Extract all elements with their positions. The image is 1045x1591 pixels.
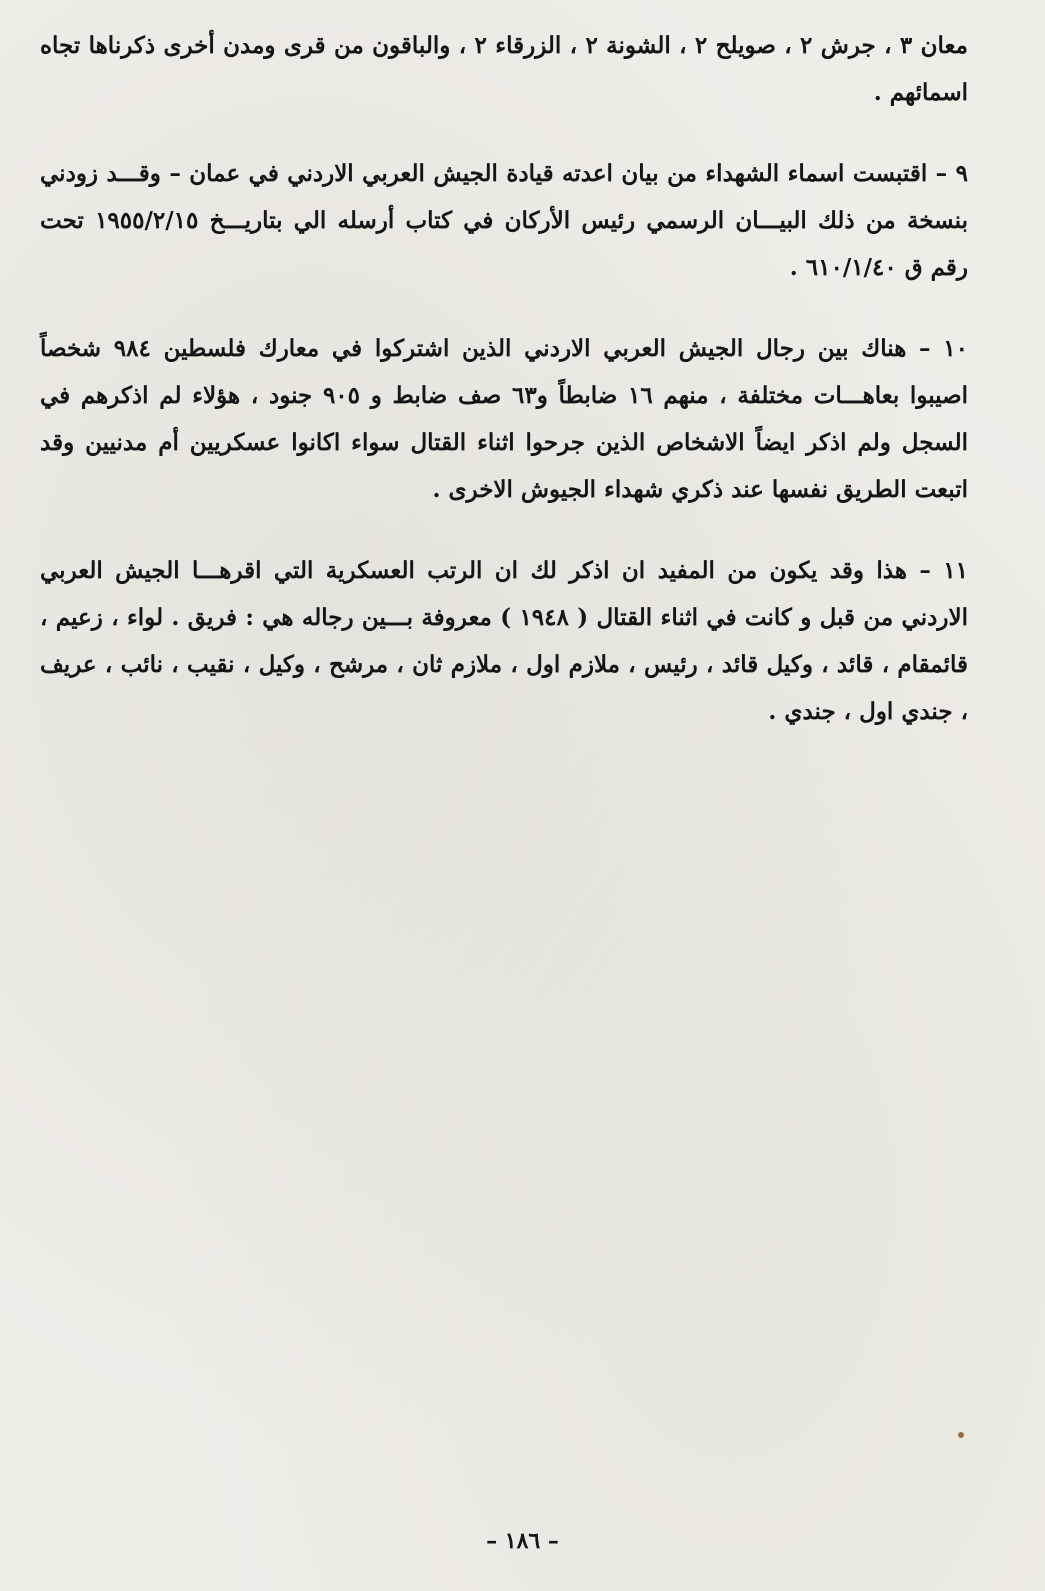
body-text <box>40 22 968 735</box>
paragraph-note-9: ٩ – اقتبست اسماء الشهداء من بيان اعدته قيادة الجيش العربي الاردني في عمان – وقـــد زودني بنسخة من ذلك البيـــان الرسمي رئيس الأركان في كتاب أرسله الي بتاريـــخ ١٩٥٥/٢/١٥ تحت رقم ق ٦١٠/١/٤٠ . <box>40 160 968 281</box>
page-number: – ١٨٦ – <box>486 1528 559 1554</box>
paragraph-note-11: ١١ – هذا وقد يكون من المفيد ان اذكر لك ان الرتب العسكرية التي اقرهـــا الجيش العربي الاردني من قبل و كانت في اثناء القتال ( ١٩٤٨ ) معروفة بـــين رجاله هي : فريق . لواء ، زعيم ، قائمقام ، قائد ، وكيل قائد ، رئيس ، ملازم اول ، ملازم ثان ، مرشح ، وكيل ، نقيب ، نائب ، عريف ، جندي اول ، جندي . <box>40 557 968 725</box>
paragraph-note-10: ١٠ – هناك بين رجال الجيش العربي الاردني الذين اشتركوا في معارك فلسطين ٩٨٤ شخصاً اصيبوا بعاهـــات مختلفة ، منهم ١٦ ضابطاً و٦٣ صف ضابط و ٩٠٥ جنود ، هؤلاء لم اذكرهم في السجل ولم اذكر ايضاً الاشخاص الذين جرحوا اثناء القتال سواء اكانوا عسكريين أم مدنيين وقد اتبعت الطريق نفسها عند ذكري شهداء الجيوش الاخرى . <box>40 335 969 503</box>
ink-spot <box>958 1432 964 1438</box>
paragraph-continuation: معان ٣ ، جرش ٢ ، صويلح ٢ ، الشونة ٢ ، الزرقاء ٢ ، والباقون من قرى ومدن أخرى ذكرناها تجاه اسمائهم . <box>40 32 968 106</box>
